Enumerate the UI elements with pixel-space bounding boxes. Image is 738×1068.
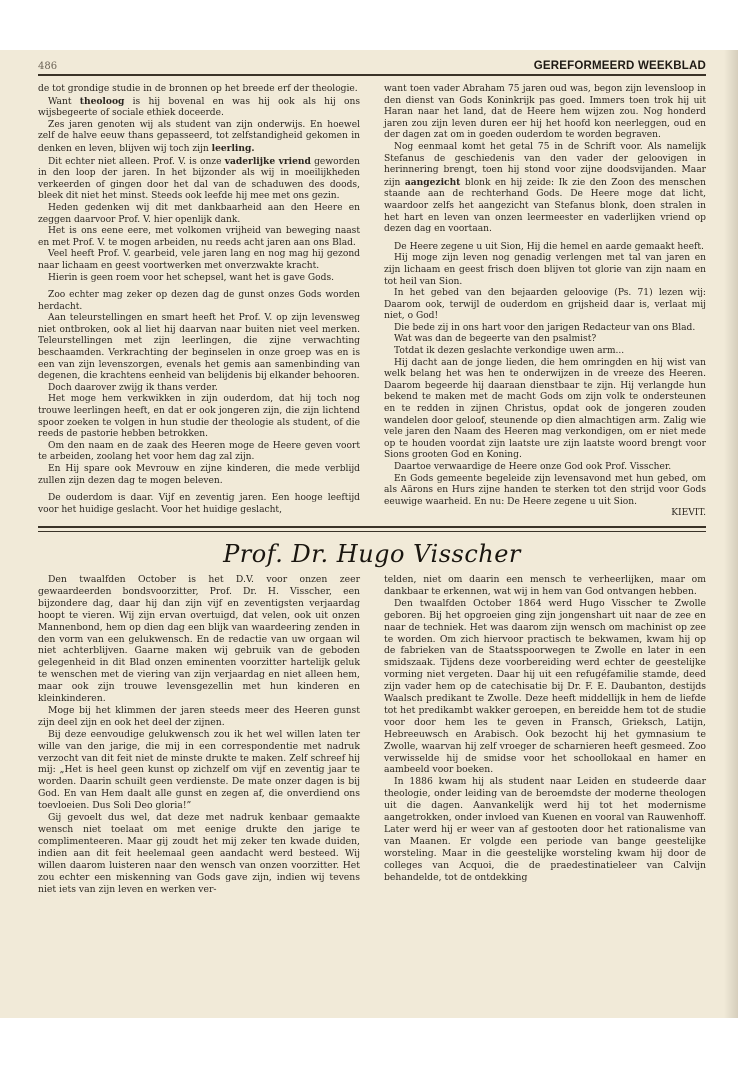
journal-title: GEREFORMEERD WEEKBLAD <box>533 60 706 72</box>
paragraph: Heden gedenken wij dit met dankbaarheid aan den Heere en zeggen daarvoor Prof. V. hier openlijk dank. <box>38 202 360 225</box>
paragraph: want toen vader Abraham 75 jaren oud was, begon zijn levensloop in den dienst van Gods Koninkrijk pas goed. Immers toen trok hij uit Haran naar het land, dat de Heere hem wijzen zou. Nog honderd jaren zou zijn leven duren eer hij het hoofd kon neerleggen, oud en der dagen zat om in goeden ouderdom te worden begraven. <box>384 84 706 141</box>
paragraph: Hierin is geen roem voor het schepsel, want het is gave Gods. <box>48 272 335 283</box>
signature-name: KIEVIT. <box>671 508 706 519</box>
paragraph: Moge bij het klimmen der jaren steeds meer des Heeren gunst zijn deel zijn en ook het deel der zijnen. <box>38 704 360 728</box>
article-headline: Prof. Dr. Hugo Visscher <box>223 539 521 568</box>
paragraph: De ouderdom is daar. Vijf en zeventig jaren. Een hooge leeftijd voor het huidige geslacht. Voor het huidige geslacht, <box>38 493 360 515</box>
paragraph: Dit echter niet alleen. Prof. V. is onze vaderlijke vriend geworden in den loop der jaren. In het bijzonder als wij in moeilijkheden verkeerden of gingen door het dal van de schaduwen des doods, bleek dit niet het minst. Steeds ook leefde hij mee met ons gezin. <box>38 155 360 202</box>
paragraph: Het moge hem verkwikken in zijn ouderdom, dat hij toch nog trouwe leerlingen heeft, en dat er ook jongeren zijn, die zijn lichtend spoor zoeken te volgen in hun studie der theologie als student, of die reeds de pastorie hebben betrokken. <box>38 394 360 440</box>
top-article-right-column <box>384 84 706 520</box>
page-number: 486 <box>38 61 58 72</box>
top-article-left-column <box>38 84 360 520</box>
paragraph: Het is ons eene eere, met volkomen vrijheid van beweging naast en met Prof. V. te mogen arbeiden, nu reeds acht jaren aan ons Blad. <box>38 226 360 248</box>
paragraph: Den twaalfden October is het D.V. voor onzen zeer gewaardeerden bondsvoorzitter, Prof. Dr. H. Visscher, een bijzondere dag, daar hij dan zijn vijf en zeventigsten verjaardag hoopt te vieren. Wij zijn ervan overtuigd, dat velen, ook uit onzen Mannenbond, hem op dien dag een blijk van waardeering zenden in den vorm van een gelukwensch. En de redactie van uw orgaan wil niet achterblijven. Gaarne maken wij gebruik van de geboden gelegenheid in dit Blad onzen eminenten voorzitter hartelijk geluk te wenschen met de viering van zijn verjaardag en niet alleen hem, maar ook zijn trouwe levensgezellin met hun kinderen en kleinkinderen. <box>38 573 360 705</box>
newspaper-page <box>0 50 738 1018</box>
second-article <box>38 574 706 895</box>
top-article <box>38 84 706 520</box>
paragraph: Daartoe verwaardige de Heere onze God ook Prof. Visscher. <box>394 462 672 472</box>
paragraph: Doch daarover zwijg ik thans verder. <box>48 382 218 393</box>
paragraph: Hij moge zijn leven nog genadig verlengen met tal van jaren en zijn lichaam en geest frisch doen blijven tot glorie van zijn naam en tot heil van Sion. <box>384 253 706 287</box>
paragraph: Bij deze eenvoudige gelukwensch zou ik het wel willen laten ter wille van den jarige, die mij in een correspondentie met nadruk verzocht van dit feit niet de minste drukte te maken. Zelf schreef hij mij: „Het is heel geen kunst op zichzelf om vijf en zeventig jaar te worden. Daarin schuilt geen verdienste. De mate onzer dagen is bij God. En van Hem daalt alle gunst en zegen af, die onverdiend ons toevloeien. Dus Soli Deo gloria!” <box>38 728 360 812</box>
paragraph: En Gods gemeente begeleide zijn levensavond met hun gebed, om als Aärons en Hurs zijne handen te sterken tot den strijd voor Gods eeuwige waarheid. En nu: De Heere zegene u uit Sion. <box>384 473 706 507</box>
page-header <box>38 56 706 76</box>
paragraph: Want theoloog is hij bovenal en was hij ook als hij ons wijsbegeerte of sociale ethiek doceerde. <box>38 95 360 119</box>
paragraph: Wat was dan de begeerte van den psalmist? <box>394 334 597 345</box>
paragraph: Veel heeft Prof. V. gearbeid, vele jaren lang en nog mag hij gezond naar lichaam en geest voortwerken met onverzwakte kracht. <box>38 249 360 271</box>
second-article-left-column <box>38 574 360 895</box>
paragraph: De Heere zegene u uit Sion, Hij die hemel en aarde gemaakt heeft. <box>394 241 704 252</box>
page-edge-shadow <box>724 50 738 1018</box>
second-article-right-column <box>384 574 706 895</box>
paragraph: Totdat ik dezen geslachte verkondige uwen arm... <box>394 346 625 357</box>
paragraph: Om den naam en de zaak des Heeren moge de Heere geven voort te arbeiden, zoolang het voor hem dag zal zijn. <box>38 440 360 463</box>
paragraph: telden, niet om daarin een mensch te verheerlijken, maar om dankbaar te erkennen, wat wij in hem van God ontvangen hebben. <box>384 573 706 597</box>
paragraph: Zoo echter mag zeker op dezen dag de gunst onzes Gods worden herdacht. <box>38 290 360 312</box>
paragraph: En Hij spare ook Mevrouw en zijne kinderen, die mede verblijd zullen zijn dezen dag te mogen beleven. <box>38 464 360 486</box>
paragraph: In 1886 kwam hij als student naar Leiden en studeerde daar theologie, onder leiding van de beroemdste der moderne theologen uit die dagen. Aanvankelijk werd hij tot het modernisme aangetrokken, onder invloed van Kuenen en vooral van Rauwenhoff. Later werd hij er weer van af gestooten door het rationalisme van van Maanen. Er volgde een periode van bange geestelijke worsteling. Maar in die geestelijke worsteling kwam hij door de colleges van Acquoi, die de praedestinatieleer van Calvijn behandelde, tot de ontdekking <box>384 776 706 883</box>
paragraph: In het gebed van den bejaarden geloovige (Ps. 71) lezen wij: Daarom ook, terwijl de ouderdom en grijsheid daar is, verlaat mij niet, o God! <box>384 288 706 322</box>
paragraph: Aan teleurstellingen en smart heeft het Prof. V. op zijn levensweg niet ontbroken, ook al liet hij daarvan naar buiten niet veel merken. Teleurstellingen met zijn leerlingen, die zijne verwachting beschaamden. Verkrachting der beginselen in onze groep was en is een van zijn levenszorgen, evenals het gemis aan samenbinding van degenen, die krachtens eenheid van belijdenis bij elkander behooren. <box>38 313 360 382</box>
paragraph: Zes jaren genoten wij als student van zijn onderwijs. En hoewel zelf de halve eeuw thans gepasseerd, tot zelfstandigheid gekomen in denken en leven, blijven wij toch zijn leerling. <box>38 119 360 154</box>
paragraph: de tot grondige studie in de bronnen op het breede erf der theologie. <box>38 84 358 94</box>
article-divider <box>38 526 706 532</box>
paragraph: Den twaalfden October 1864 werd Hugo Visscher te Zwolle geboren. Bij het opgroeien ging zijn jongenshart uit naar de zee en naar de techniek. Het was daarom zijn wensch om machinist op zee te worden. Om zich hiervoor practisch te bekwamen, kwam hij op de fabrieken van de Staatsspoorwegen te Zwolle en later in een smidszaak. Tijdens deze voorbereiding werd echter de geestelijke vorming niet vergeten. Daar hij uit een refugéfamilie stamde, deed zijn vader hem op de catechisatie bij Dr. F. E. Daubanton, destijds Waalsch predikant te Zwolle. Deze heeft middellijk in hem de liefde tot het predikambt wakker geroepen, en bereidde hem tot de studie voor door hem les te geven in Fransch, Grieksch, Latijn, Hebreeuwsch en Arabisch. Ook bezocht hij het gymnasium te Zwolle, waarvan hij zelf vroeger de scharnieren heeft gesmeed. Zoo verwisselde hij de smidse voor het schoollokaal en hamer en aambeeld voor boeken. <box>384 597 706 776</box>
paragraph: Hij dacht aan de jonge lieden, die hem omringden en hij wist van welk belang het was hen te onderwijzen in de vreeze des Heeren. Daarom begeerde hij daaraan dienstbaar te zijn. Hij verlangde hun bekend te maken met de macht Gods om zijn volk te ondersteunen en te redden in zijnen Christus, opdat ook de jongeren zouden wandelen door geloof, steunende op dien almachtigen arm. Zalig wie vele jaren den Naam des Heeren mag verkondigen, om er niet mede op te houden voordat zijn laatste ure zijn laatste woord brengt voor Sions grooten God en Koning. <box>384 357 706 461</box>
paragraph: Die bede zij in ons hart voor den jarigen Redacteur van ons Blad. <box>394 322 696 333</box>
paragraph: Gij gevoelt dus wel, dat deze met nadruk kenbaar gemaakte wensch niet toelaat om met eenige drukte den jarige te complimenteeren. Maar gij zoudt het mij zeker ten kwade duiden, indien aan dit feit heelemaal geen aandacht werd besteed. Wij willen daarom luisteren naar den wensch van onzen voorzitter. Het zou echter een miskenning van Gods gave zijn, indien wij tevens niet iets van zijn leven en werken ver- <box>38 812 360 895</box>
paragraph: Nog eenmaal komt het getal 75 in de Schrift voor. Als namelijk Stefanus de geschiedenis van den vader der geloovigen in herinnering brengt, toen hij stond voor zijne doodsvijanden. Maar zijn aangezicht blonk en hij zeide: Ik zie den Zoon des menschen staande aan de rechterhand Gods. De Heere moge dat licht, waardoor zelfs het aangezicht van Stefanus blonk, doen stralen in het hart en leven van onzen leermeester en vaderlijken vriend op dezen dag en voortaan. <box>384 141 706 235</box>
